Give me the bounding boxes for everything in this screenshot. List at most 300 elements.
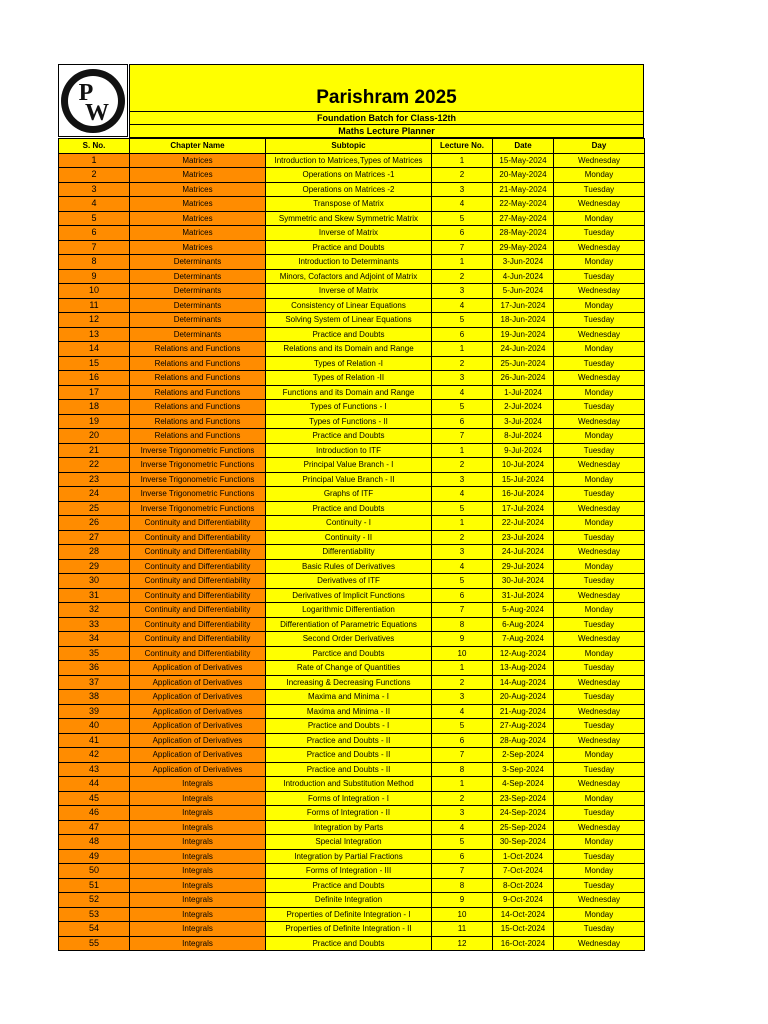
table-row — [59, 501, 645, 516]
cell-date: 9-Oct-2024 — [493, 893, 554, 908]
cell-date: 1-Oct-2024 — [493, 849, 554, 864]
cell-chapter: Matrices — [130, 211, 266, 226]
cell-sno: 14 — [59, 342, 130, 357]
pw-logo — [58, 64, 128, 137]
cell-day: Wednesday — [554, 733, 645, 748]
cell-lecture-no: 8 — [432, 878, 493, 893]
cell-lecture-no: 7 — [432, 603, 493, 618]
table-row — [59, 864, 645, 879]
table-row — [59, 690, 645, 705]
cell-date: 5-Aug-2024 — [493, 603, 554, 618]
cell-chapter: Determinants — [130, 255, 266, 270]
col-header-lecture-no: Lecture No. — [432, 139, 493, 154]
cell-sno: 28 — [59, 545, 130, 560]
col-header-chapter: Chapter Name — [130, 139, 266, 154]
cell-chapter: Integrals — [130, 878, 266, 893]
cell-date: 24-Jul-2024 — [493, 545, 554, 560]
cell-subtopic: Definite Integration — [266, 893, 432, 908]
cell-subtopic: Differentiation of Parametric Equations — [266, 617, 432, 632]
cell-subtopic: Practice and Doubts — [266, 936, 432, 951]
cell-lecture-no: 6 — [432, 327, 493, 342]
cell-day: Wednesday — [554, 936, 645, 951]
cell-chapter: Application of Derivatives — [130, 762, 266, 777]
cell-sno: 12 — [59, 313, 130, 328]
cell-lecture-no: 4 — [432, 385, 493, 400]
cell-chapter: Continuity and Differentiability — [130, 617, 266, 632]
cell-subtopic: Inverse of Matrix — [266, 284, 432, 299]
cell-sno: 43 — [59, 762, 130, 777]
cell-chapter: Relations and Functions — [130, 429, 266, 444]
cell-sno: 41 — [59, 733, 130, 748]
table-row — [59, 704, 645, 719]
cell-lecture-no: 1 — [432, 153, 493, 168]
cell-day: Wednesday — [554, 371, 645, 386]
cell-day: Tuesday — [554, 226, 645, 241]
cell-date: 7-Oct-2024 — [493, 864, 554, 879]
cell-date: 16-Oct-2024 — [493, 936, 554, 951]
cell-lecture-no: 4 — [432, 820, 493, 835]
cell-lecture-no: 10 — [432, 646, 493, 661]
table-row — [59, 516, 645, 531]
title-cell — [129, 64, 644, 112]
cell-lecture-no: 3 — [432, 182, 493, 197]
cell-day: Tuesday — [554, 922, 645, 937]
cell-lecture-no: 4 — [432, 487, 493, 502]
cell-sno: 36 — [59, 661, 130, 676]
cell-date: 15-Oct-2024 — [493, 922, 554, 937]
cell-sno: 53 — [59, 907, 130, 922]
cell-sno: 24 — [59, 487, 130, 502]
cell-sno: 55 — [59, 936, 130, 951]
table-row — [59, 806, 645, 821]
cell-chapter: Determinants — [130, 298, 266, 313]
cell-date: 24-Jun-2024 — [493, 342, 554, 357]
cell-subtopic: Introduction and Substitution Method — [266, 777, 432, 792]
cell-day: Tuesday — [554, 719, 645, 734]
cell-subtopic: Rate of Change of Quantities — [266, 661, 432, 676]
cell-date: 28-Aug-2024 — [493, 733, 554, 748]
cell-lecture-no: 3 — [432, 472, 493, 487]
cell-date: 21-May-2024 — [493, 182, 554, 197]
cell-date: 30-Sep-2024 — [493, 835, 554, 850]
cell-day: Wednesday — [554, 704, 645, 719]
col-header-date: Date — [493, 139, 554, 154]
cell-lecture-no: 6 — [432, 226, 493, 241]
cell-chapter: Matrices — [130, 182, 266, 197]
table-header-row — [59, 139, 645, 154]
cell-day: Monday — [554, 385, 645, 400]
cell-sno: 46 — [59, 806, 130, 821]
cell-sno: 11 — [59, 298, 130, 313]
cell-sno: 9 — [59, 269, 130, 284]
cell-day: Wednesday — [554, 153, 645, 168]
cell-lecture-no: 5 — [432, 211, 493, 226]
cell-date: 2-Sep-2024 — [493, 748, 554, 763]
cell-day: Tuesday — [554, 443, 645, 458]
cell-date: 3-Jun-2024 — [493, 255, 554, 270]
table-row — [59, 414, 645, 429]
table-row — [59, 617, 645, 632]
cell-day: Monday — [554, 429, 645, 444]
svg-text:W: W — [85, 99, 109, 126]
cell-day: Wednesday — [554, 501, 645, 516]
cell-subtopic: Principal Value Branch - I — [266, 458, 432, 473]
table-row — [59, 385, 645, 400]
cell-day: Wednesday — [554, 777, 645, 792]
cell-lecture-no: 7 — [432, 748, 493, 763]
cell-day: Monday — [554, 168, 645, 183]
cell-date: 13-Aug-2024 — [493, 661, 554, 676]
cell-day: Wednesday — [554, 632, 645, 647]
cell-chapter: Integrals — [130, 864, 266, 879]
cell-subtopic: Types of Relation -II — [266, 371, 432, 386]
cell-date: 15-Jul-2024 — [493, 472, 554, 487]
col-header-subtopic: Subtopic — [266, 139, 432, 154]
cell-sno: 54 — [59, 922, 130, 937]
cell-lecture-no: 5 — [432, 719, 493, 734]
cell-chapter: Continuity and Differentiability — [130, 530, 266, 545]
cell-day: Monday — [554, 559, 645, 574]
cell-chapter: Inverse Trigonometric Functions — [130, 472, 266, 487]
cell-date: 8-Jul-2024 — [493, 429, 554, 444]
cell-day: Monday — [554, 298, 645, 313]
cell-subtopic: Maxima and Minima - II — [266, 704, 432, 719]
cell-lecture-no: 4 — [432, 559, 493, 574]
cell-subtopic: Practice and Doubts — [266, 501, 432, 516]
cell-chapter: Continuity and Differentiability — [130, 632, 266, 647]
cell-sno: 29 — [59, 559, 130, 574]
cell-sno: 49 — [59, 849, 130, 864]
cell-subtopic: Types of Relation -I — [266, 356, 432, 371]
subtitle-planner: Maths Lecture Planner — [129, 125, 644, 138]
table-row — [59, 835, 645, 850]
cell-chapter: Matrices — [130, 226, 266, 241]
cell-lecture-no: 7 — [432, 864, 493, 879]
cell-chapter: Application of Derivatives — [130, 690, 266, 705]
cell-sno: 45 — [59, 791, 130, 806]
table-row — [59, 922, 645, 937]
cell-sno: 37 — [59, 675, 130, 690]
cell-chapter: Matrices — [130, 197, 266, 212]
page-title: Parishram 2025 — [316, 87, 457, 108]
cell-date: 20-Aug-2024 — [493, 690, 554, 705]
cell-lecture-no: 3 — [432, 371, 493, 386]
cell-chapter: Determinants — [130, 313, 266, 328]
table-row — [59, 197, 645, 212]
cell-day: Tuesday — [554, 269, 645, 284]
cell-sno: 26 — [59, 516, 130, 531]
cell-subtopic: Increasing & Decreasing Functions — [266, 675, 432, 690]
cell-subtopic: Forms of Integration - II — [266, 806, 432, 821]
table-row — [59, 646, 645, 661]
cell-day: Monday — [554, 516, 645, 531]
cell-subtopic: Practice and Doubts - II — [266, 762, 432, 777]
cell-chapter: Inverse Trigonometric Functions — [130, 501, 266, 516]
cell-lecture-no: 6 — [432, 733, 493, 748]
cell-lecture-no: 6 — [432, 849, 493, 864]
cell-date: 23-Jul-2024 — [493, 530, 554, 545]
cell-lecture-no: 5 — [432, 835, 493, 850]
cell-subtopic: Types of Functions - I — [266, 400, 432, 415]
cell-chapter: Integrals — [130, 777, 266, 792]
table-row — [59, 762, 645, 777]
cell-sno: 34 — [59, 632, 130, 647]
cell-lecture-no: 7 — [432, 240, 493, 255]
table-row — [59, 588, 645, 603]
cell-lecture-no: 1 — [432, 516, 493, 531]
table-body — [59, 153, 645, 951]
cell-sno: 47 — [59, 820, 130, 835]
cell-sno: 13 — [59, 327, 130, 342]
cell-subtopic: Relations and its Domain and Range — [266, 342, 432, 357]
col-header-day: Day — [554, 139, 645, 154]
cell-lecture-no: 8 — [432, 762, 493, 777]
table-row — [59, 313, 645, 328]
cell-date: 23-Sep-2024 — [493, 791, 554, 806]
cell-date: 4-Sep-2024 — [493, 777, 554, 792]
cell-date: 29-May-2024 — [493, 240, 554, 255]
cell-chapter: Integrals — [130, 936, 266, 951]
table-row — [59, 458, 645, 473]
cell-chapter: Determinants — [130, 327, 266, 342]
cell-lecture-no: 1 — [432, 342, 493, 357]
cell-day: Tuesday — [554, 487, 645, 502]
cell-date: 26-Jun-2024 — [493, 371, 554, 386]
cell-date: 24-Sep-2024 — [493, 806, 554, 821]
cell-day: Wednesday — [554, 675, 645, 690]
cell-chapter: Relations and Functions — [130, 414, 266, 429]
col-header-sno: S. No. — [59, 139, 130, 154]
cell-lecture-no: 2 — [432, 530, 493, 545]
cell-lecture-no: 3 — [432, 545, 493, 560]
cell-sno: 10 — [59, 284, 130, 299]
cell-sno: 32 — [59, 603, 130, 618]
cell-chapter: Continuity and Differentiability — [130, 603, 266, 618]
cell-chapter: Relations and Functions — [130, 371, 266, 386]
cell-chapter: Relations and Functions — [130, 356, 266, 371]
cell-subtopic: Inverse of Matrix — [266, 226, 432, 241]
cell-day: Tuesday — [554, 530, 645, 545]
cell-sno: 17 — [59, 385, 130, 400]
cell-sno: 38 — [59, 690, 130, 705]
table-row — [59, 893, 645, 908]
cell-sno: 1 — [59, 153, 130, 168]
cell-sno: 27 — [59, 530, 130, 545]
cell-subtopic: Continuity - I — [266, 516, 432, 531]
cell-day: Monday — [554, 255, 645, 270]
cell-sno: 3 — [59, 182, 130, 197]
cell-date: 15-May-2024 — [493, 153, 554, 168]
cell-lecture-no: 1 — [432, 255, 493, 270]
cell-sno: 51 — [59, 878, 130, 893]
cell-lecture-no: 1 — [432, 661, 493, 676]
cell-subtopic: Practice and Doubts - II — [266, 748, 432, 763]
cell-chapter: Integrals — [130, 922, 266, 937]
cell-sno: 8 — [59, 255, 130, 270]
cell-date: 30-Jul-2024 — [493, 574, 554, 589]
cell-day: Monday — [554, 864, 645, 879]
cell-sno: 39 — [59, 704, 130, 719]
table-row — [59, 240, 645, 255]
cell-lecture-no: 7 — [432, 429, 493, 444]
cell-subtopic: Continuity - II — [266, 530, 432, 545]
cell-date: 3-Jul-2024 — [493, 414, 554, 429]
cell-chapter: Inverse Trigonometric Functions — [130, 487, 266, 502]
cell-lecture-no: 2 — [432, 168, 493, 183]
cell-lecture-no: 6 — [432, 588, 493, 603]
table-row — [59, 371, 645, 386]
subtitle-batch: Foundation Batch for Class-12th — [129, 112, 644, 125]
table-row — [59, 182, 645, 197]
cell-lecture-no: 5 — [432, 400, 493, 415]
cell-subtopic: Practice and Doubts — [266, 240, 432, 255]
table-row — [59, 487, 645, 502]
cell-date: 28-May-2024 — [493, 226, 554, 241]
cell-chapter: Application of Derivatives — [130, 675, 266, 690]
cell-chapter: Matrices — [130, 153, 266, 168]
cell-day: Wednesday — [554, 240, 645, 255]
cell-day: Tuesday — [554, 313, 645, 328]
cell-sno: 5 — [59, 211, 130, 226]
cell-lecture-no: 1 — [432, 777, 493, 792]
cell-day: Wednesday — [554, 284, 645, 299]
cell-date: 8-Oct-2024 — [493, 878, 554, 893]
table-row — [59, 342, 645, 357]
cell-day: Monday — [554, 342, 645, 357]
table-row — [59, 284, 645, 299]
cell-chapter: Continuity and Differentiability — [130, 646, 266, 661]
cell-day: Wednesday — [554, 820, 645, 835]
cell-subtopic: Types of Functions - II — [266, 414, 432, 429]
cell-lecture-no: 2 — [432, 791, 493, 806]
cell-chapter: Integrals — [130, 849, 266, 864]
cell-chapter: Integrals — [130, 893, 266, 908]
cell-lecture-no: 5 — [432, 313, 493, 328]
table-row — [59, 255, 645, 270]
cell-lecture-no: 3 — [432, 690, 493, 705]
table-row — [59, 661, 645, 676]
table-row — [59, 153, 645, 168]
cell-date: 20-May-2024 — [493, 168, 554, 183]
cell-chapter: Matrices — [130, 168, 266, 183]
cell-chapter: Continuity and Differentiability — [130, 545, 266, 560]
cell-subtopic: Practice and Doubts — [266, 327, 432, 342]
table-row — [59, 168, 645, 183]
cell-day: Tuesday — [554, 690, 645, 705]
table-row — [59, 356, 645, 371]
cell-subtopic: Properties of Definite Integration - II — [266, 922, 432, 937]
cell-sno: 15 — [59, 356, 130, 371]
cell-subtopic: Derivatives of Implicit Functions — [266, 588, 432, 603]
cell-day: Wednesday — [554, 588, 645, 603]
cell-chapter: Inverse Trigonometric Functions — [130, 443, 266, 458]
cell-subtopic: Transpose of Matrix — [266, 197, 432, 212]
cell-date: 7-Aug-2024 — [493, 632, 554, 647]
lecture-table — [58, 138, 645, 951]
cell-sno: 2 — [59, 168, 130, 183]
cell-subtopic: Introduction to ITF — [266, 443, 432, 458]
cell-lecture-no: 2 — [432, 458, 493, 473]
cell-date: 29-Jul-2024 — [493, 559, 554, 574]
cell-day: Wednesday — [554, 458, 645, 473]
cell-date: 6-Aug-2024 — [493, 617, 554, 632]
table-row — [59, 559, 645, 574]
cell-date: 2-Jul-2024 — [493, 400, 554, 415]
cell-subtopic: Integration by Parts — [266, 820, 432, 835]
table-row — [59, 574, 645, 589]
cell-subtopic: Practice and Doubts — [266, 878, 432, 893]
cell-subtopic: Forms of Integration - I — [266, 791, 432, 806]
table-row — [59, 400, 645, 415]
cell-chapter: Continuity and Differentiability — [130, 516, 266, 531]
cell-subtopic: Special Integration — [266, 835, 432, 850]
cell-sno: 20 — [59, 429, 130, 444]
table-row — [59, 936, 645, 951]
cell-date: 14-Aug-2024 — [493, 675, 554, 690]
cell-sno: 6 — [59, 226, 130, 241]
cell-sno: 7 — [59, 240, 130, 255]
cell-subtopic: Operations on Matrices -1 — [266, 168, 432, 183]
cell-subtopic: Parctice and Doubts — [266, 646, 432, 661]
cell-day: Monday — [554, 603, 645, 618]
cell-subtopic: Minors, Cofactors and Adjoint of Matrix — [266, 269, 432, 284]
cell-chapter: Matrices — [130, 240, 266, 255]
cell-subtopic: Principal Value Branch - II — [266, 472, 432, 487]
cell-date: 25-Jun-2024 — [493, 356, 554, 371]
table-row — [59, 878, 645, 893]
table-row — [59, 791, 645, 806]
cell-subtopic: Differentiability — [266, 545, 432, 560]
cell-subtopic: Integration by Partial Fractions — [266, 849, 432, 864]
cell-chapter: Continuity and Differentiability — [130, 588, 266, 603]
cell-date: 16-Jul-2024 — [493, 487, 554, 502]
table-row — [59, 327, 645, 342]
cell-day: Monday — [554, 835, 645, 850]
cell-date: 27-May-2024 — [493, 211, 554, 226]
cell-lecture-no: 4 — [432, 197, 493, 212]
cell-chapter: Continuity and Differentiability — [130, 559, 266, 574]
table-row — [59, 443, 645, 458]
cell-subtopic: Introduction to Matrices,Types of Matrices — [266, 153, 432, 168]
cell-sno: 44 — [59, 777, 130, 792]
cell-chapter: Integrals — [130, 791, 266, 806]
cell-lecture-no: 9 — [432, 893, 493, 908]
cell-subtopic: Second Order Derivatives — [266, 632, 432, 647]
cell-subtopic: Introduction to Determinants — [266, 255, 432, 270]
cell-subtopic: Maxima and Minima - I — [266, 690, 432, 705]
cell-day: Tuesday — [554, 400, 645, 415]
cell-subtopic: Graphs of ITF — [266, 487, 432, 502]
cell-chapter: Integrals — [130, 820, 266, 835]
table-row — [59, 211, 645, 226]
cell-sno: 48 — [59, 835, 130, 850]
cell-chapter: Relations and Functions — [130, 400, 266, 415]
cell-lecture-no: 4 — [432, 298, 493, 313]
cell-lecture-no: 10 — [432, 907, 493, 922]
cell-date: 4-Jun-2024 — [493, 269, 554, 284]
cell-lecture-no: 9 — [432, 632, 493, 647]
cell-subtopic: Operations on Matrices -2 — [266, 182, 432, 197]
cell-date: 19-Jun-2024 — [493, 327, 554, 342]
cell-day: Tuesday — [554, 806, 645, 821]
cell-day: Monday — [554, 907, 645, 922]
cell-chapter: Continuity and Differentiability — [130, 574, 266, 589]
cell-day: Tuesday — [554, 849, 645, 864]
cell-date: 10-Jul-2024 — [493, 458, 554, 473]
cell-sno: 52 — [59, 893, 130, 908]
cell-date: 21-Aug-2024 — [493, 704, 554, 719]
cell-sno: 18 — [59, 400, 130, 415]
